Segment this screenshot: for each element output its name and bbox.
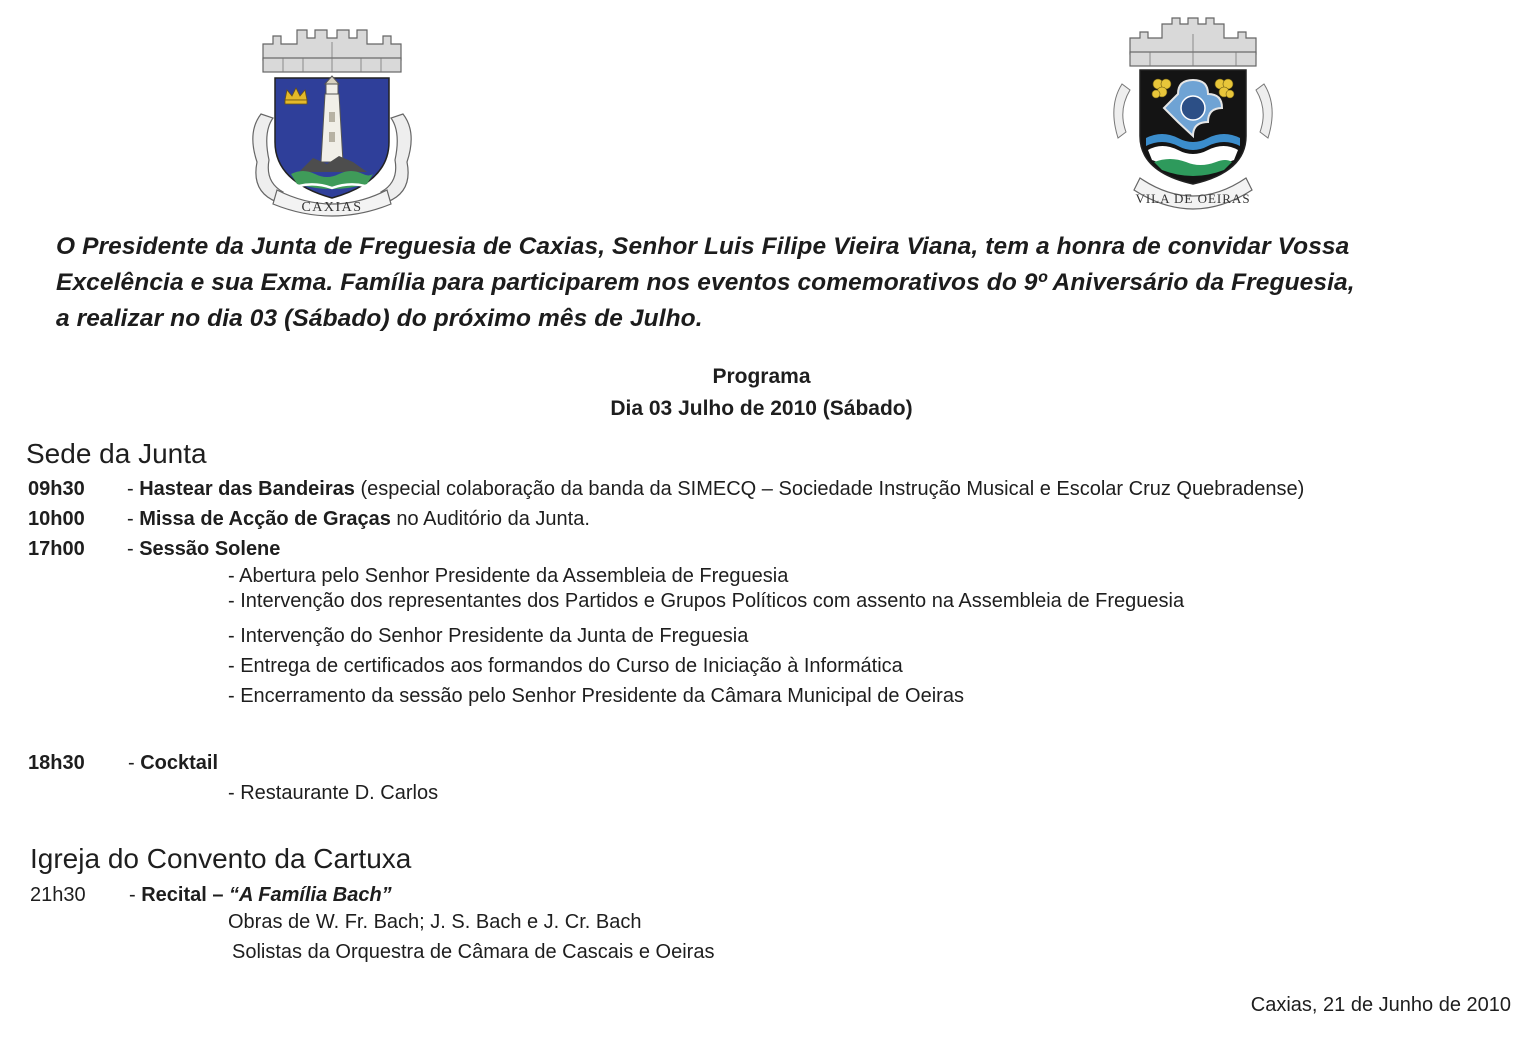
oeiras-coat-of-arms xyxy=(1100,14,1286,212)
event-time: 18h30 xyxy=(28,752,85,774)
program-date: Dia 03 Julho de 2010 (Sábado) xyxy=(610,397,913,420)
event-detail: (especial colaboração da banda da SIMECQ – Sociedade Instrução Musical e Escolar Cruz Quebradense) xyxy=(354,478,1305,500)
cocktail-location: - Restaurante D. Carlos xyxy=(228,782,439,804)
event-title: Missa de Acção de Graças xyxy=(139,508,391,530)
sessao-item: - Abertura pelo Senhor Presidente da Assembleia de Freguesia xyxy=(228,565,789,587)
event-text: - Recital – “A Família Bach” xyxy=(129,884,392,906)
recital-works: Obras de W. Fr. Bach; J. S. Bach e J. Cr. Bach xyxy=(228,911,642,933)
oeiras-banner-text: VILA DE OEIRAS xyxy=(1135,191,1251,206)
section-heading-sede: Sede da Junta xyxy=(26,438,207,469)
sessao-item: - Entrega de certificados aos formandos do Curso de Iniciação à Informática xyxy=(228,655,903,677)
place-and-date: Caxias, 21 de Junho de 2010 xyxy=(1250,994,1511,1016)
program-title: Programa xyxy=(712,365,811,388)
sessao-item: - Encerramento da sessão pelo Senhor Presidente da Câmara Municipal de Oeiras xyxy=(228,685,964,707)
sessao-item: - Intervenção do Senhor Presidente da Junta de Freguesia xyxy=(228,625,749,647)
recital-performers: Solistas da Orquestra de Câmara de Cascais e Oeiras xyxy=(232,941,715,963)
event-detail: no Auditório da Junta. xyxy=(390,508,590,530)
caxias-banner-text: CAXIAS xyxy=(301,200,363,215)
event-text: - Missa de Acção de Graças no Auditório da Junta. xyxy=(127,508,590,530)
event-text: - Hastear das Bandeiras (especial colaboração da banda da SIMECQ – Sociedade Instrução Musical e Escolar Cruz Quebradense) xyxy=(127,478,1305,500)
event-title: Recital – xyxy=(141,884,230,906)
recital-work: “A Família Bach” xyxy=(229,884,392,906)
event-time: 09h30 xyxy=(28,478,85,500)
event-title: Sessão Solene xyxy=(139,538,281,560)
sessao-item: - Intervenção dos representantes dos Partidos e Grupos Políticos com assento na Assembleia de Freguesia xyxy=(228,590,1185,612)
invitation-line-1: O Presidente da Junta de Freguesia de Caxias, Senhor Luis Filipe Vieira Viana, tem a honra de convidar Vossa xyxy=(56,233,1350,260)
event-text: - Sessão Solene xyxy=(127,538,281,560)
event-time: 10h00 xyxy=(28,508,85,530)
event-title: Cocktail xyxy=(140,752,219,774)
invitation-line-3: a realizar no dia 03 (Sábado) do próximo mês de Julho. xyxy=(56,305,703,332)
invitation-paragraph xyxy=(56,229,1496,337)
section-heading-igreja: Igreja do Convento da Cartuxa xyxy=(30,843,412,874)
event-time: 21h30 xyxy=(30,884,86,906)
event-time: 17h00 xyxy=(28,538,85,560)
event-text: - Cocktail xyxy=(128,752,219,774)
event-title: Hastear das Bandeiras xyxy=(139,478,355,500)
invitation-line-2: Excelência e sua Exma. Família para participarem nos eventos comemorativos do 9º Aniversário da Freguesia, xyxy=(56,269,1355,296)
caxias-coat-of-arms xyxy=(243,22,421,218)
